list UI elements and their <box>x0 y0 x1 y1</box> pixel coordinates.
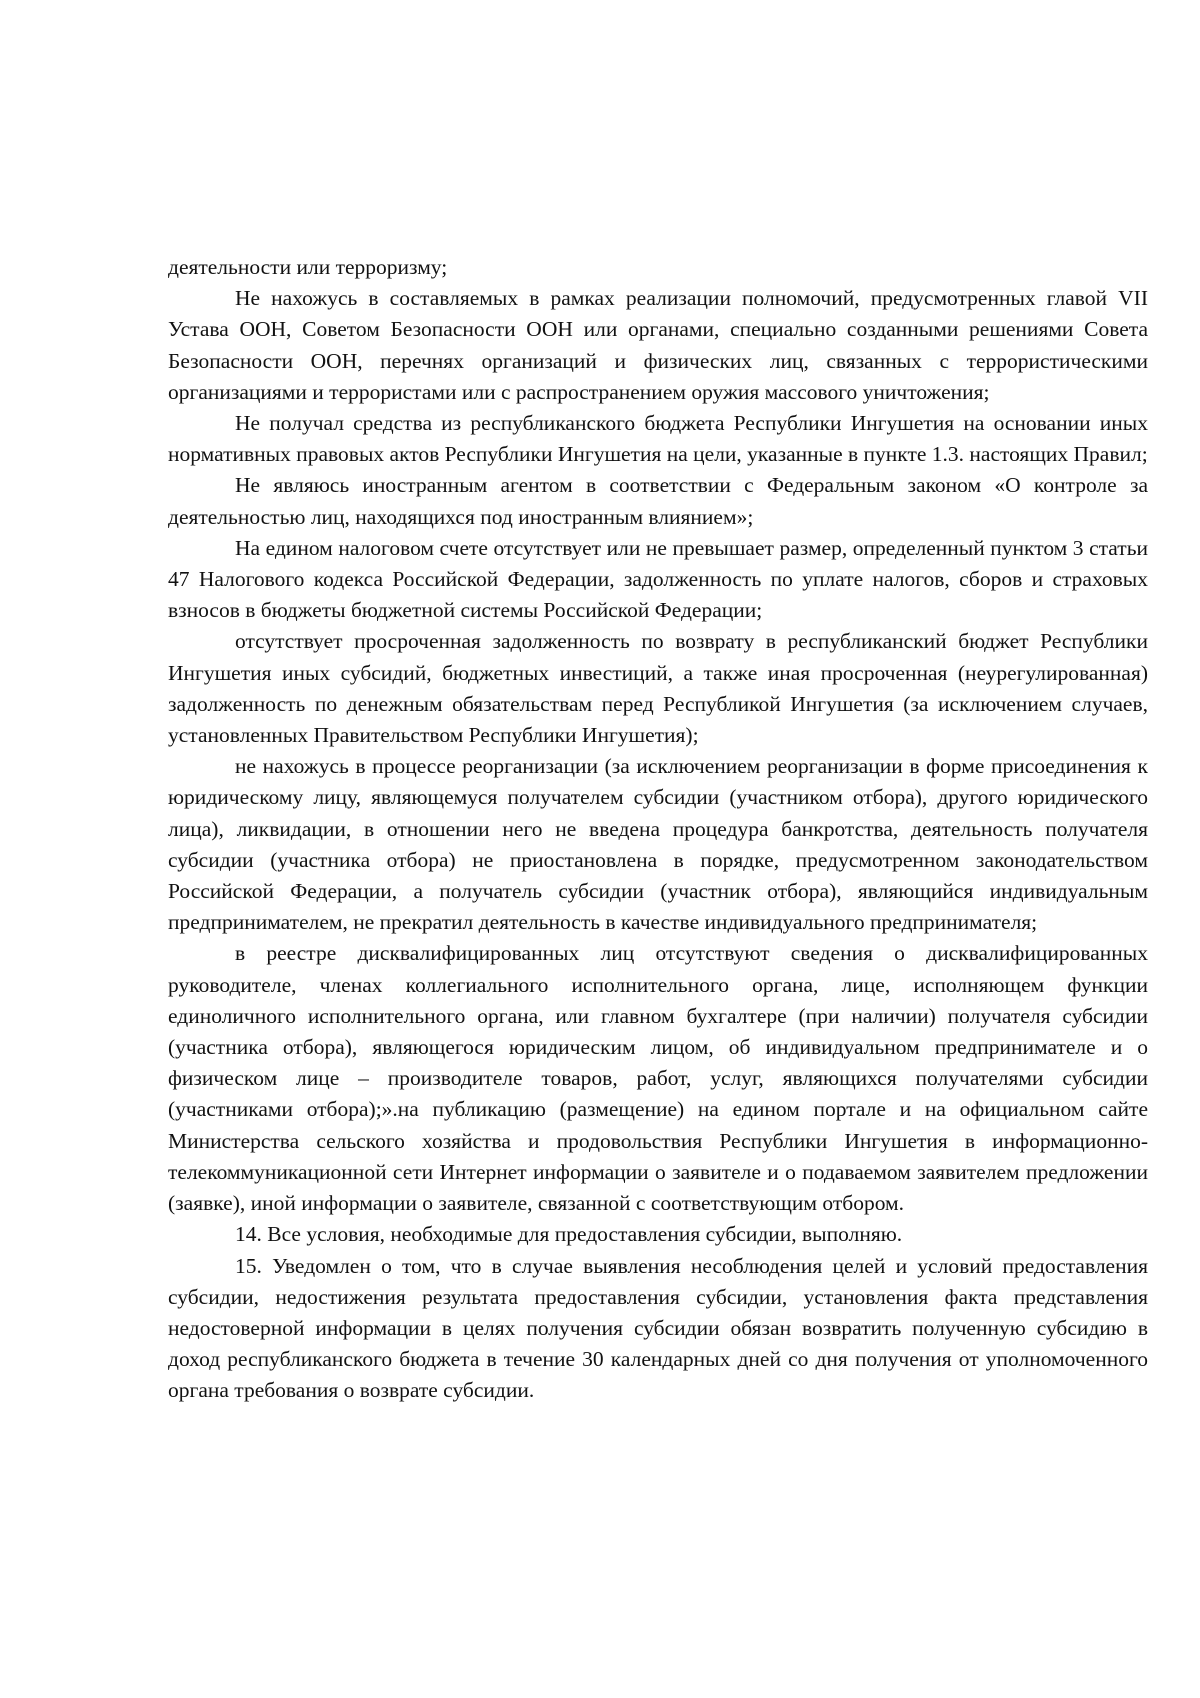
paragraph-no-reorganization: не нахожусь в процессе реорганизации (за исключением реорганизации в форме присоединения к юридическому лицу, являющемуся получателем субсидии (участником отбора), другого юридического лица), ликвидации, в отношении него не введена процедура банкротства, деятельность получателя субсидии (участника отбора) не приостановлена в порядке, предусмотренном законодательством Российской Федерации, а получатель субсидии (участник отбора), являющийся индивидуальным предпринимателем, не прекратил деятельность в качестве индивидуального предпринимателя; <box>168 754 1148 935</box>
paragraph-item-15: 15. Уведомлен о том, что в случае выявления несоблюдения целей и условий предоставления субсидии, недостижения результата предоставления субсидии, установления факта представления недостоверной информации в целях получения субсидии обязан возвратить полученную субсидию в доход республиканского бюджета в течение 30 календарных дней со дня получения от уполномоченного органа требования о возврате субсидии. <box>168 1253 1148 1403</box>
paragraph-no-budget-funds: Не получал средства из республиканского бюджета Республики Ингушетия на основании иных нормативных правовых актов Республики Ингушетия на цели, указанные в пункте 1.3. настоящих Правил; <box>168 411 1148 467</box>
paragraph-item-14: 14. Все условия, необходимые для предоставления субсидии, выполняю. <box>235 1222 903 1247</box>
paragraph-un-security-council-lists: Не нахожусь в составляемых в рамках реализации полномочий, предусмотренных главой VII Устава ООН, Советом Безопасности ООН или органами, специально созданными решениями Совета Безопасности ООН, перечнях организаций и физических лиц, связанных с террористическими организациями и террористами или с распространением оружия массового уничтожения; <box>168 286 1148 404</box>
paragraph-no-overdue-debt: отсутствует просроченная задолженность по возврату в республиканский бюджет Республики Ингушетия иных субсидий, бюджетных инвестиций, а также иная просроченная (неурегулированная) задолженность по денежным обязательствам перед Республикой Ингушетия (за исключением случаев, установленных Правительством Республики Ингушетия); <box>168 629 1148 748</box>
paragraph-disqualified-register: в реестре дисквалифицированных лиц отсутствуют сведения о дисквалифицированных руководителе, членах коллегиального исполнительного органа, лице, исполняющем функции единоличного исполнительного органа, или главном бухгалтере (при наличии) получателя субсидии (участника отбора), являющегося юридическим лицом, об индивидуальном предпринимателе и о физическом лице – производителе товаров, работ, услуг, являющихся получателями субсидии (участниками отбора);».на публикацию (размещение) на едином портале и на официальном сайте Министерства сельского хозяйства и продовольствия Республики Ингушетия в информационно-телекоммуникационной сети Интернет информации о заявителе и о подаваемом заявителем предложении (заявке), иной информации о заявителе, связанной с соответствующим отбором. <box>168 941 1148 1216</box>
document-body <box>168 252 1148 1407</box>
paragraph-continuation-terrorism: деятельности или терроризму; <box>168 255 448 279</box>
paragraph-tax-account: На едином налоговом счете отсутствует или не превышает размер, определенный пунктом 3 статьи 47 Налогового кодекса Российской Федерации, задолженность по уплате налогов, сборов и страховых взносов в бюджеты бюджетной системы Российской Федерации; <box>168 535 1148 623</box>
paragraph-not-foreign-agent: Не являюсь иностранным агентом в соответствии с Федеральным законом «О контроле за деятельностью лиц, находящихся под иностранным влиянием»; <box>168 473 1148 529</box>
